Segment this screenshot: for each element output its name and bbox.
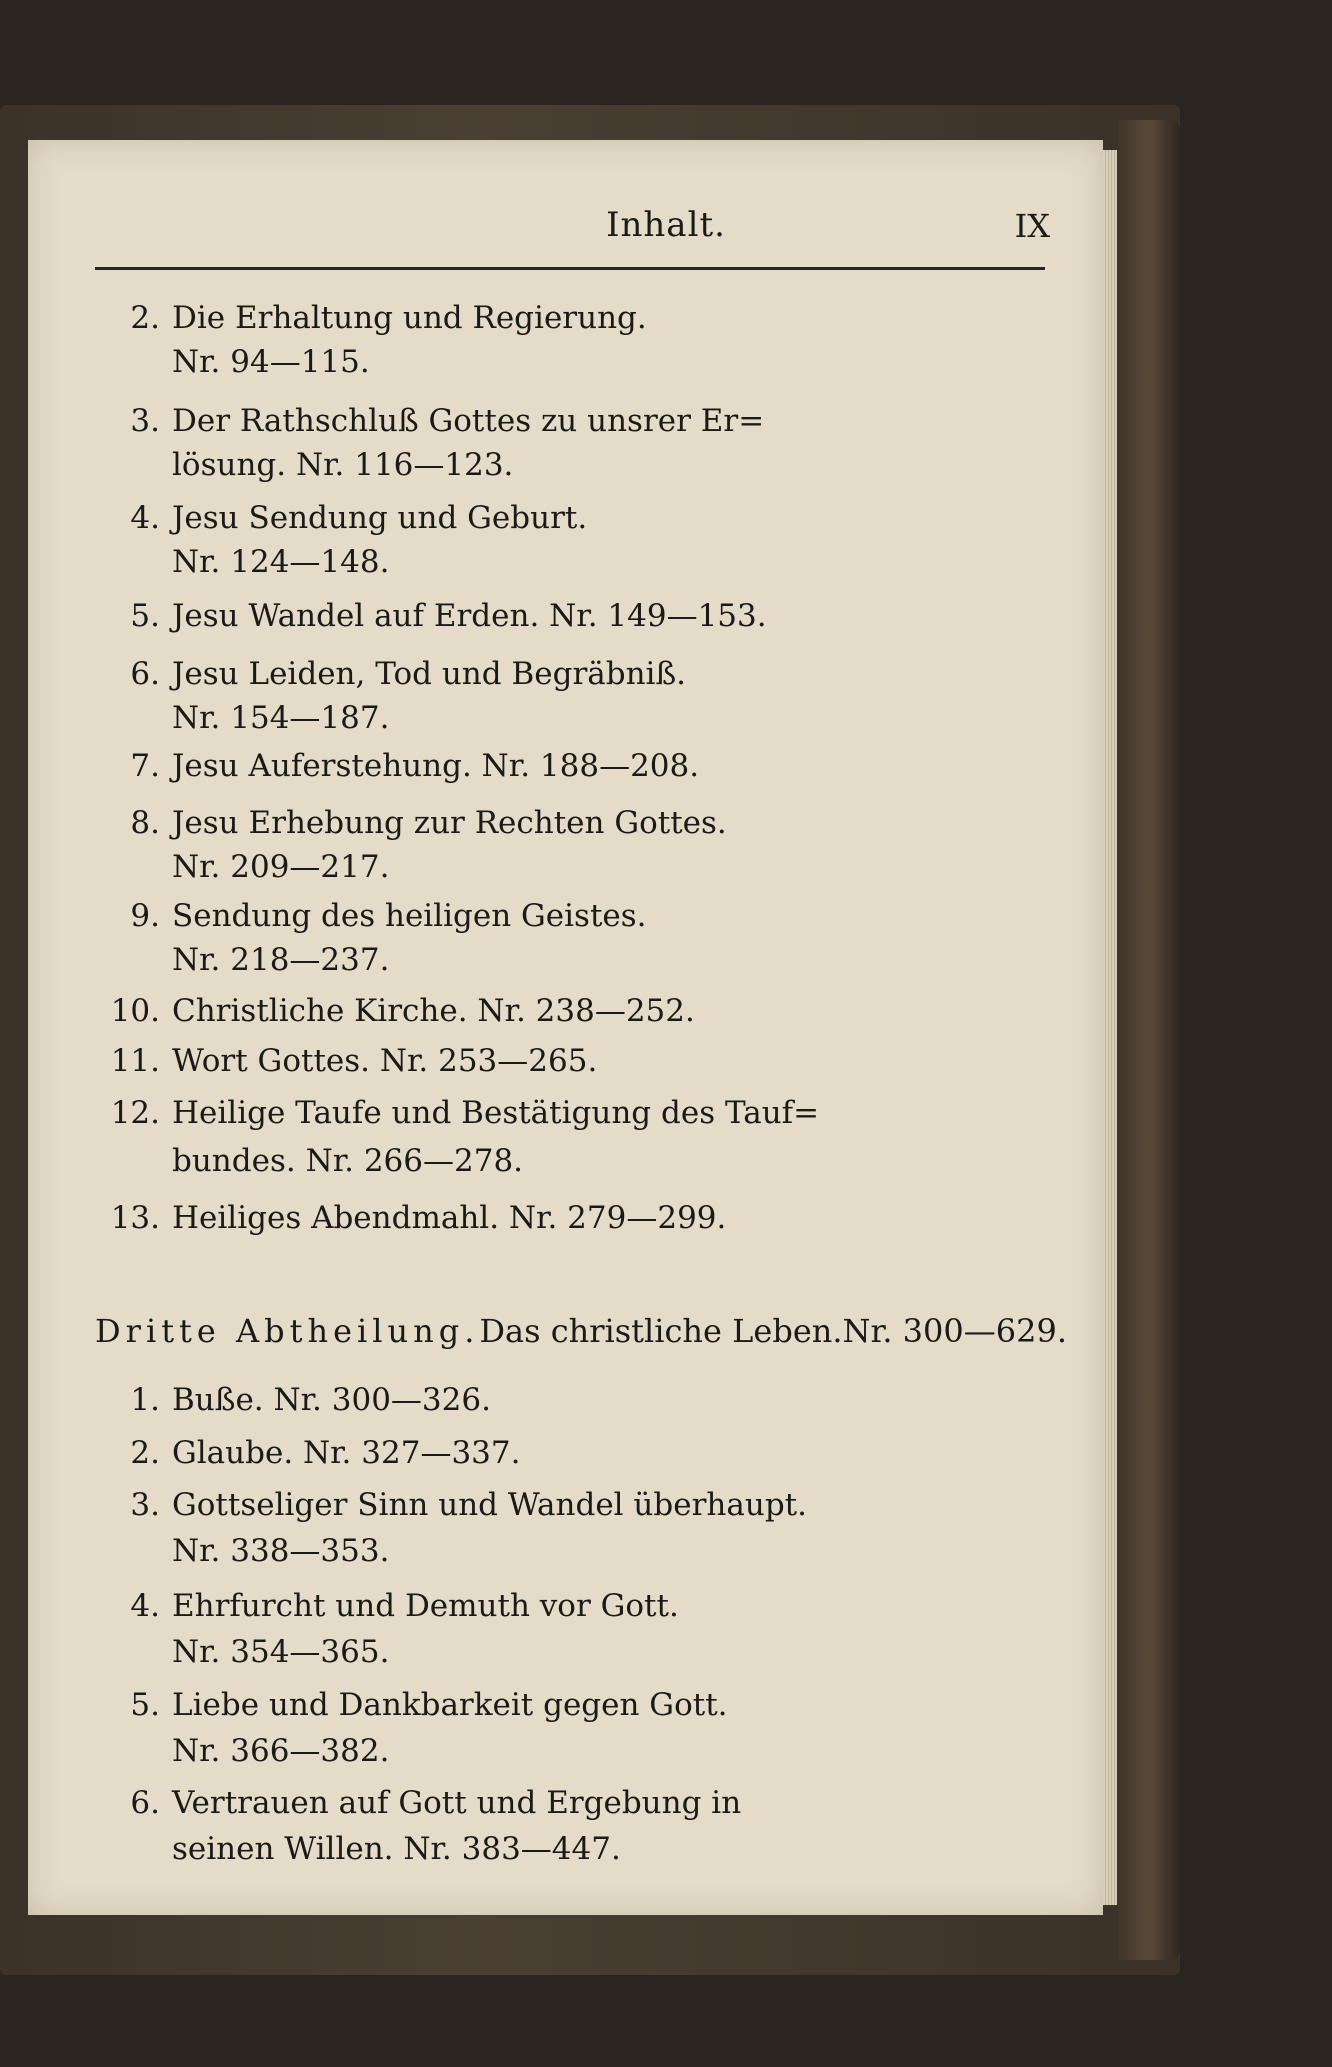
book-cover-edge — [1118, 120, 1180, 1960]
entry-number: 7. — [130, 748, 160, 784]
entry-range: Nr. 338—353. — [172, 1533, 390, 1569]
entry-number: 3. — [130, 1487, 160, 1523]
entry-title: Jesu Wandel auf Erden. Nr. 149—153. — [172, 598, 767, 634]
entry-title: Jesu Sendung und Geburt. — [172, 500, 588, 536]
entry-number: 5. — [130, 1687, 160, 1723]
entry-title: Gottseliger Sinn und Wandel überhaupt. — [172, 1487, 807, 1523]
entry-title: Wort Gottes. Nr. 253—265. — [172, 1043, 598, 1079]
page-number: IX — [1014, 207, 1050, 245]
entry-title: Jesu Erhebung zur Rechten Gottes. — [172, 805, 727, 841]
section-label: Dritte Abtheilung. — [95, 1312, 480, 1350]
section-range: Nr. 300—629. — [842, 1312, 1067, 1350]
entry-range: Nr. 366—382. — [172, 1733, 390, 1769]
entry-number: 10. — [110, 993, 160, 1029]
entry-number: 13. — [110, 1200, 160, 1236]
entry-title: Jesu Auferstehung. Nr. 188—208. — [172, 748, 700, 784]
entry-range: seinen Willen. Nr. 383—447. — [172, 1831, 621, 1867]
entry-title: Buße. Nr. 300—326. — [172, 1382, 491, 1418]
entry-range: Nr. 209—217. — [172, 849, 390, 885]
entry-title: Liebe und Dankbarkeit gegen Gott. — [172, 1687, 728, 1723]
entry-number: 2. — [130, 300, 160, 336]
entry-number: 2. — [130, 1435, 160, 1471]
page-stack-edge — [1103, 150, 1117, 1905]
entry-title: Ehrfurcht und Demuth vor Gott. — [172, 1588, 679, 1624]
entry-title: Jesu Leiden, Tod und Begräbniß. — [172, 656, 687, 692]
section-title: Das christliche Leben. — [479, 1312, 843, 1350]
entry-number: 11. — [110, 1043, 160, 1079]
entry-number: 3. — [130, 403, 160, 439]
entry-title: Vertrauen auf Gott und Ergebung in — [172, 1785, 742, 1821]
section-heading — [95, 1312, 1067, 1350]
entry-number: 4. — [130, 500, 160, 536]
entry-number: 5. — [130, 598, 160, 634]
entry-title: Glaube. Nr. 327—337. — [172, 1435, 521, 1471]
entry-title: Die Erhaltung und Regierung. — [172, 300, 647, 336]
entry-number: 12. — [110, 1095, 160, 1131]
entry-range: Nr. 94—115. — [172, 344, 370, 380]
entry-title: Heiliges Abendmahl. Nr. 279—299. — [172, 1200, 727, 1236]
entry-title: Christliche Kirche. Nr. 238—252. — [172, 993, 695, 1029]
entry-number: 4. — [130, 1588, 160, 1624]
entry-title: Sendung des heiligen Geistes. — [172, 898, 647, 934]
entry-range: Nr. 154—187. — [172, 700, 390, 736]
entry-range: Nr. 218—237. — [172, 942, 390, 978]
entry-number: 6. — [130, 1785, 160, 1821]
entry-title: Der Rathschluß Gottes zu unsrer Er= — [172, 403, 765, 439]
entry-number: 9. — [130, 898, 160, 934]
entry-number: 8. — [130, 805, 160, 841]
entry-title: Heilige Taufe und Bestätigung des Tauf= — [172, 1095, 820, 1131]
header-rule — [95, 267, 1045, 270]
entry-range: bundes. Nr. 266—278. — [172, 1143, 524, 1179]
entry-range: lösung. Nr. 116—123. — [172, 447, 514, 483]
running-head-title: Inhalt. — [606, 205, 726, 245]
entry-range: Nr. 354—365. — [172, 1634, 390, 1670]
entry-range: Nr. 124—148. — [172, 544, 390, 580]
entry-number: 6. — [130, 656, 160, 692]
entry-number: 1. — [130, 1382, 160, 1418]
